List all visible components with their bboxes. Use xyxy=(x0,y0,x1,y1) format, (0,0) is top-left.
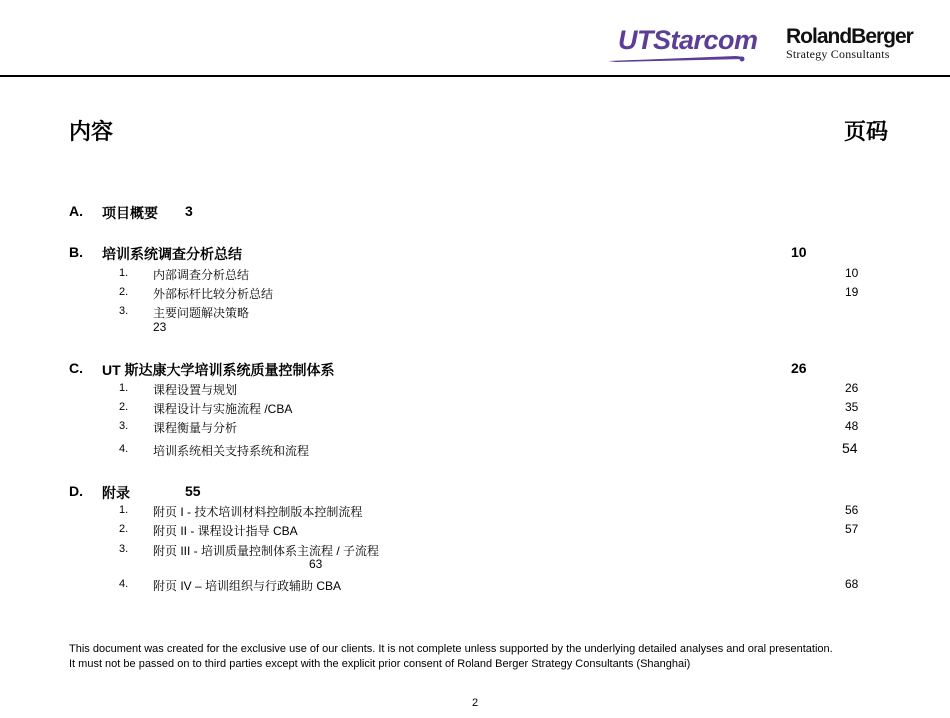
header-divider xyxy=(0,75,950,77)
section-c-item-2-text: 课程设计与实施流程 /CBA xyxy=(153,402,293,416)
section-c-item-3-num: 3. xyxy=(119,420,129,432)
section-c-item-3-text: 课程衡量与分析 xyxy=(153,421,238,435)
section-d-item-4-num: 4. xyxy=(119,578,129,590)
toc-title: 内容 xyxy=(69,119,114,144)
section-b-title: 培训系统调查分析总结 xyxy=(102,246,242,262)
section-a-letter: A. xyxy=(69,203,83,219)
section-d-page: 55 xyxy=(185,483,201,499)
section-b-letter: B. xyxy=(69,244,83,260)
section-b-item-2-page: 19 xyxy=(845,285,859,299)
section-b-item-1-num: 1. xyxy=(119,267,129,279)
section-d-item-2-text: 附页 II - 课程设计指导 CBA xyxy=(153,524,298,538)
section-b-page: 10 xyxy=(791,244,807,260)
section-b-item-3-num: 3. xyxy=(119,305,129,317)
section-c-item-4-num: 4. xyxy=(119,443,129,455)
section-d-item-2-page: 57 xyxy=(845,522,859,536)
section-b-item-2-text: 外部标杆比较分析总结 xyxy=(153,287,274,301)
section-d-item-3-num: 3. xyxy=(119,543,129,555)
section-b-item-1-page: 10 xyxy=(845,266,859,280)
disclaimer-line-1: This document was created for the exclusive use of our clients. It is not complete unless supported by the underlying detailed analyses and oral presentation. xyxy=(69,643,833,655)
section-c-item-1-text: 课程设置与规划 xyxy=(153,383,238,397)
section-b-item-2-num: 2. xyxy=(119,286,129,298)
utstarcom-swoosh xyxy=(608,54,748,62)
roland-berger-logo xyxy=(786,26,913,60)
page-number: 2 xyxy=(471,697,479,709)
section-d-item-4-page: 68 xyxy=(845,577,859,591)
section-c-item-1-num: 1. xyxy=(119,382,129,394)
section-b-item-3-text: 主要问题解决策略 xyxy=(153,306,250,320)
section-d-item-1-page: 56 xyxy=(845,503,859,517)
utstarcom-logo xyxy=(608,24,758,64)
disclaimer-line-2: It must not be passed on to third parties except with the explicit prior consent of Roland Berger Strategy Consultants (Shanghai) xyxy=(69,658,691,670)
page-column-title: 页码 xyxy=(844,119,889,144)
section-c-item-4-text: 培训系统相关支持系统和流程 xyxy=(153,444,310,458)
roland-berger-logo-sub: Strategy Consultants xyxy=(786,47,890,61)
section-c-item-4-page: 54 xyxy=(842,440,858,456)
section-c-item-2-num: 2. xyxy=(119,401,129,413)
section-d-item-4-text: 附页 IV – 培训组织与行政辅助 CBA xyxy=(153,579,342,593)
section-d-letter: D. xyxy=(69,483,83,499)
section-b-item-3-page: 23 xyxy=(153,320,167,334)
section-d-item-3-text: 附页 III - 培训质量控制体系主流程 / 子流程 xyxy=(153,544,380,558)
section-d-title: 附录 xyxy=(102,485,130,501)
section-c-letter: C. xyxy=(69,360,83,376)
section-a-page: 3 xyxy=(185,203,193,219)
section-c-title: UT 斯达康大学培训系统质量控制体系 xyxy=(102,362,335,378)
section-c-page: 26 xyxy=(791,360,807,376)
roland-berger-logo-main: RolandBerger xyxy=(786,25,913,48)
section-c-item-2-page: 35 xyxy=(845,400,859,414)
section-d-item-1-num: 1. xyxy=(119,504,129,516)
section-b-item-1-text: 内部调查分析总结 xyxy=(153,268,250,282)
section-d-item-3-page: 63 xyxy=(309,557,323,571)
section-d-item-2-num: 2. xyxy=(119,523,129,535)
section-a-title: 项目概要 xyxy=(102,205,158,221)
section-c-item-3-page: 48 xyxy=(845,419,859,433)
section-c-item-1-page: 26 xyxy=(845,381,859,395)
section-d-item-1-text: 附页 I - 技术培训材料控制版本控制流程 xyxy=(153,505,363,519)
utstarcom-logo-text: UTStarcom xyxy=(618,25,758,55)
